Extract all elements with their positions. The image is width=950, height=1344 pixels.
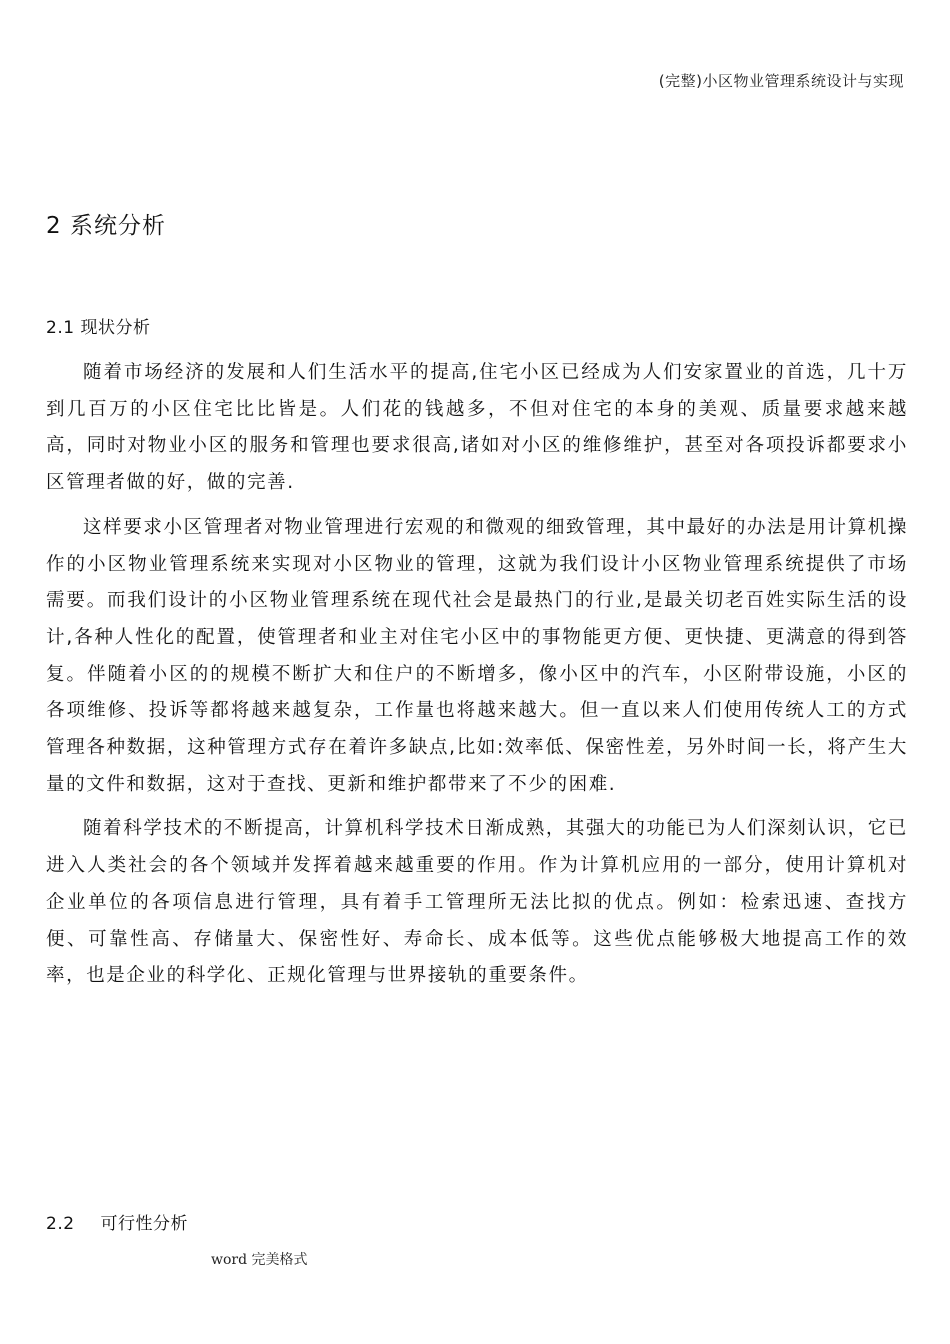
section-number: 2.1 bbox=[46, 318, 75, 338]
section-title-text: 可行性分析 bbox=[100, 1214, 189, 1234]
running-header: (完整)小区物业管理系统设计与实现 bbox=[658, 72, 904, 90]
section-title-text: 现状分析 bbox=[80, 318, 151, 338]
chapter-title: 2 系统分析 bbox=[46, 213, 166, 239]
paragraph: 这样要求小区管理者对物业管理进行宏观的和微观的细致管理，其中最好的办法是用计算机操作的小区物业管理系统来实现对小区物业的管理，这就为我们设计小区物业管理系统提供了市场需要。而我们设计的小区物业管理系统在现代社会是最热门的行业,是最关切老百姓实际生活的设计,各种人性化的配置，使管理者和业主对住宅小区中的事物能更方便、更快捷、更满意的得到答复。伴随着小区的的规模不断扩大和住户的不断增多，像小区中的汽车，小区附带设施，小区的各项维修、投诉等都将越来越复杂，工作量也将越来越大。但一直以来人们使用传统人工的方式管理各种数据，这种管理方式存在着许多缺点,比如:效率低、保密性差，另外时间一长，将产生大量的文件和数据，这对于查找、更新和维护都带来了不少的困难. bbox=[46, 516, 908, 795]
section-heading-2-2 bbox=[46, 1209, 188, 1234]
section-2-1-body bbox=[46, 355, 908, 995]
section-heading-2-1 bbox=[46, 313, 150, 338]
page-footer: word 完美格式 bbox=[211, 1252, 308, 1268]
paragraph: 随着科学技术的不断提高，计算机科学技术日渐成熟，其强大的功能已为人们深刻认识，它已进入人类社会的各个领域并发挥着越来越重要的作用。作为计算机应用的一部分，使用计算机对企业单位的各项信息进行管理，具有着手工管理所无法比拟的优点。例如：检索迅速、查找方便、可靠性高、存储量大、保密性好、寿命长、成本低等。这些优点能够极大地提高工作的效率，也是企业的科学化、正规化管理与世界接轨的重要条件。 bbox=[46, 818, 908, 987]
section-number: 2.2 bbox=[46, 1214, 75, 1234]
paragraph: 随着市场经济的发展和人们生活水平的提高,住宅小区已经成为人们安家置业的首选，几十万到几百万的小区住宅比比皆是。人们花的钱越多，不但对住宅的本身的美观、质量要求越来越高，同时对物业小区的服务和管理也要求很高,诸如对小区的维修维护，甚至对各项投诉都要求小区管理者做的好，做的完善. bbox=[46, 362, 908, 494]
